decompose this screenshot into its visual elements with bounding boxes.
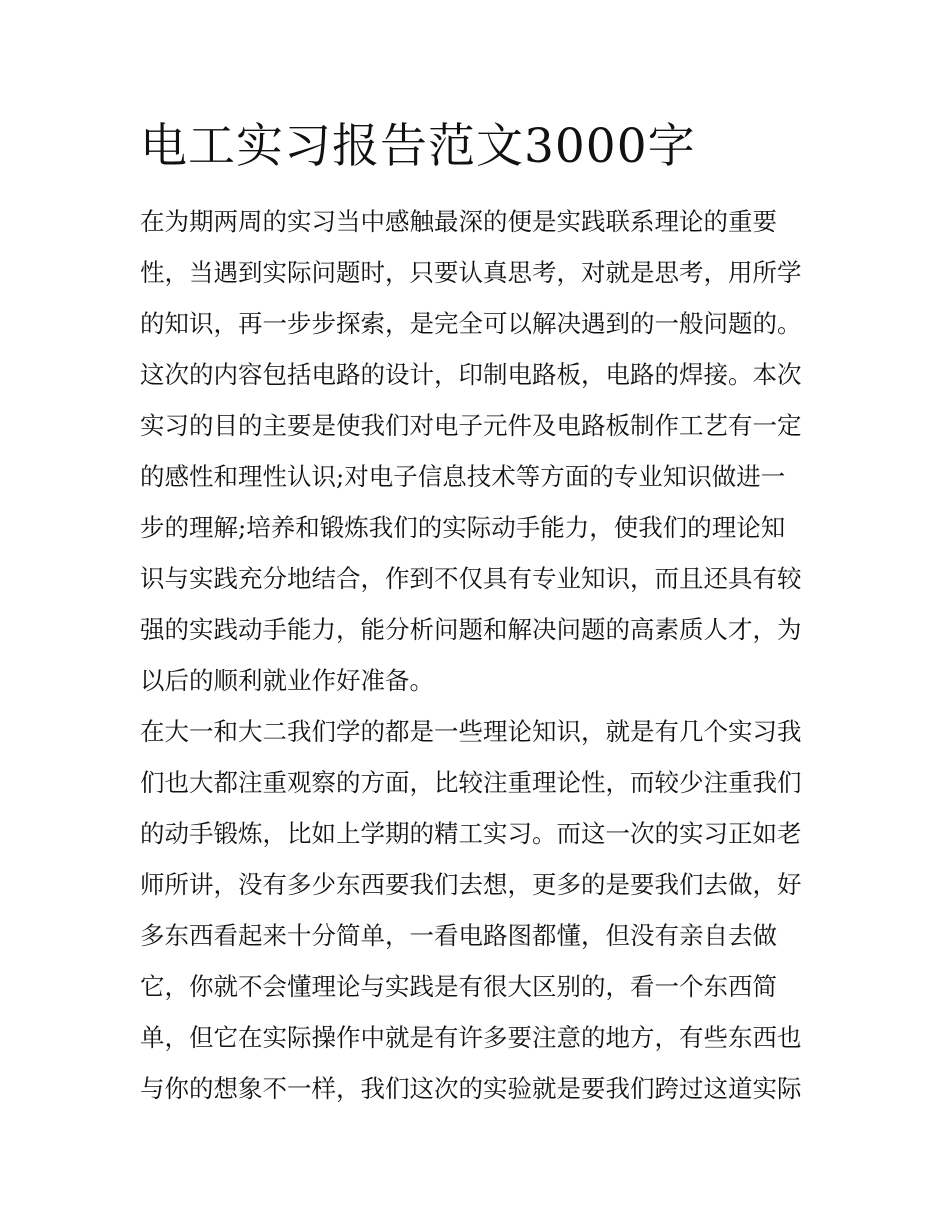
text-line: 识与实践充分地结合，作到不仅具有专业知识，而且还具有较 <box>140 564 802 593</box>
text-line: 在为期两周的实习当中感触最深的便是实践联系理论的重要 <box>140 207 777 236</box>
paragraph-1 <box>140 196 812 706</box>
text-line: 它，你就不会懂理论与实践是有很大区别的，看一个东西简 <box>140 972 777 1001</box>
text-line: 的感性和理性认识;对电子信息技术等方面的专业知识做进一 <box>140 462 786 491</box>
text-line: 以后的顺利就业作好准备。 <box>140 666 434 695</box>
text-line: 与你的想象不一样，我们这次的实验就是要我们跨过这道实际 <box>140 1074 802 1103</box>
document-title: 电工实习报告范文3000字 <box>140 119 696 174</box>
text-line: 单，但它在实际操作中就是有许多要注意的地方，有些东西也 <box>140 1023 802 1052</box>
document-body <box>140 196 812 1114</box>
text-line: 在大一和大二我们学的都是一些理论知识，就是有几个实习我 <box>140 717 802 746</box>
text-line: 的动手锻炼，比如上学期的精工实习。而这一次的实习正如老 <box>140 819 802 848</box>
text-line: 多东西看起来十分简单，一看电路图都懂，但没有亲自去做 <box>140 921 777 950</box>
text-line: 实习的目的主要是使我们对电子元件及电路板制作工艺有一定 <box>140 411 802 440</box>
text-line: 的知识，再一步步探索，是完全可以解决遇到的一般问题的。 <box>140 309 802 338</box>
text-line: 步的理解;培养和锻炼我们的实际动手能力，使我们的理论知 <box>140 513 786 542</box>
paragraph-2 <box>140 706 812 1114</box>
text-line: 师所讲，没有多少东西要我们去想，更多的是要我们去做，好 <box>140 870 802 899</box>
text-line: 强的实践动手能力，能分析问题和解决问题的高素质人才，为 <box>140 615 802 644</box>
text-line: 性，当遇到实际问题时，只要认真思考，对就是思考，用所学 <box>140 258 802 287</box>
text-line: 这次的内容包括电路的设计，印制电路板，电路的焊接。本次 <box>140 360 802 389</box>
text-line: 们也大都注重观察的方面，比较注重理论性，而较少注重我们 <box>140 768 802 797</box>
